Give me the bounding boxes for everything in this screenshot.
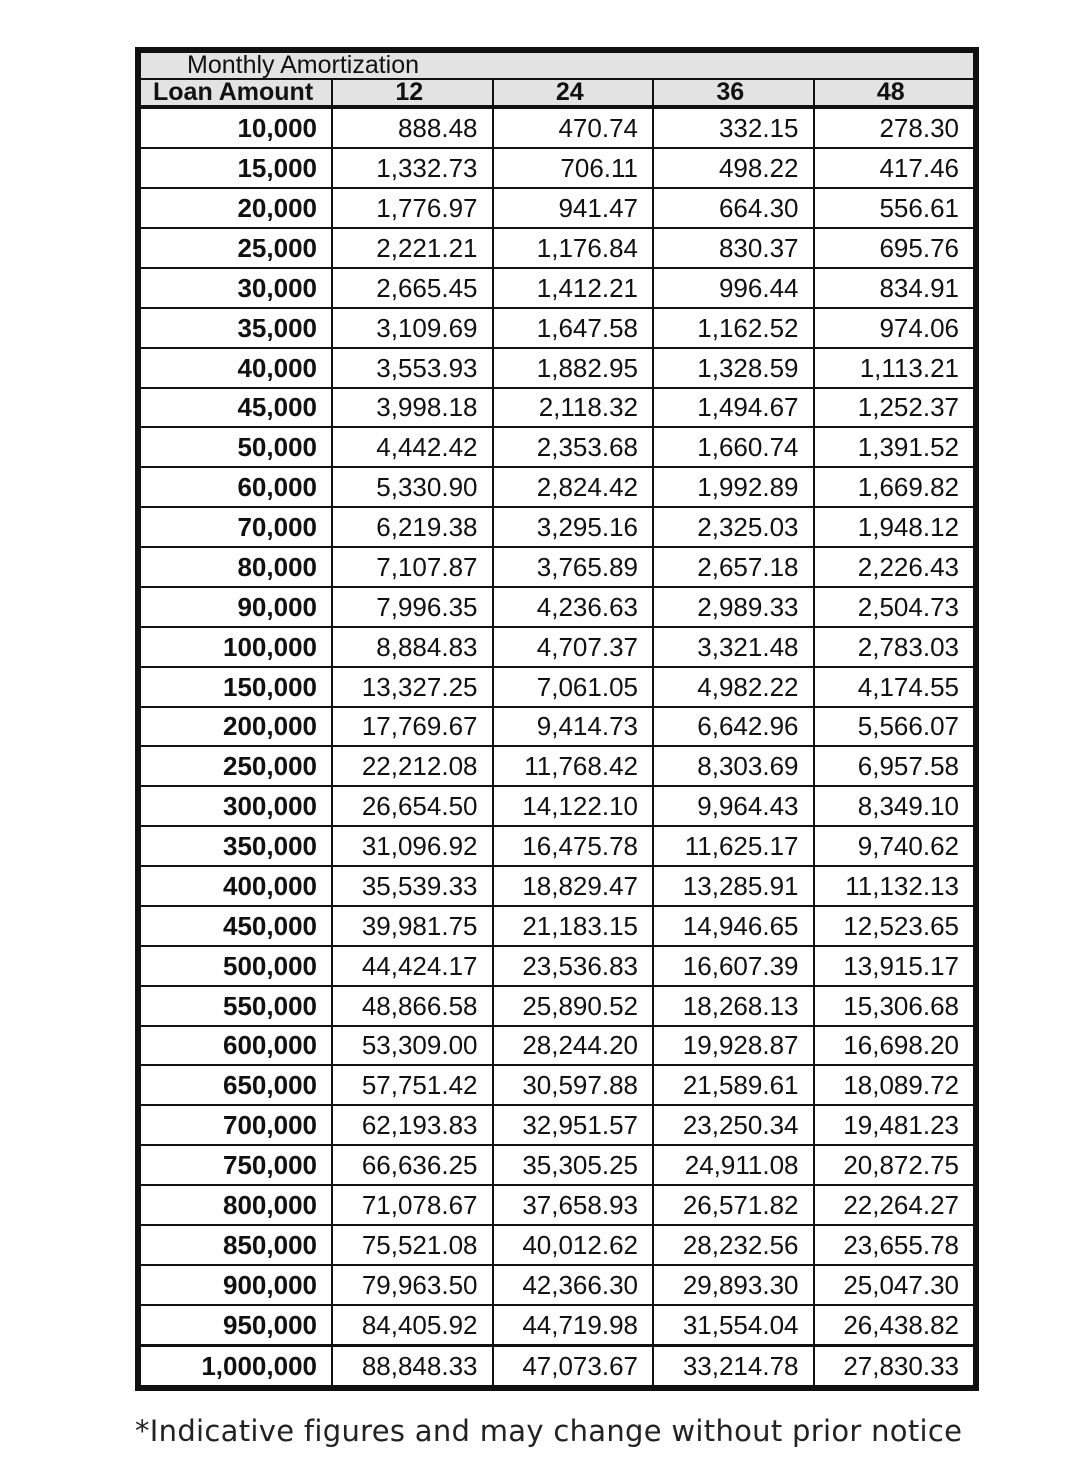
- table-row: [140, 1105, 974, 1145]
- monthly-payment-cell: 1,776.97: [332, 188, 493, 228]
- loan-amount-cell: 950,000: [140, 1305, 332, 1346]
- table-row: [140, 707, 974, 747]
- monthly-payment-cell: 42,366.30: [493, 1265, 654, 1305]
- table-title-row: [140, 52, 974, 79]
- header-loan-amount: Loan Amount: [140, 79, 332, 107]
- monthly-payment-cell: 9,414.73: [493, 707, 654, 747]
- table-row: [140, 547, 974, 587]
- loan-amount-cell: 25,000: [140, 228, 332, 268]
- monthly-payment-cell: 32,951.57: [493, 1105, 654, 1145]
- monthly-payment-cell: 4,442.42: [332, 427, 493, 467]
- monthly-payment-cell: 71,078.67: [332, 1185, 493, 1225]
- monthly-payment-cell: 2,325.03: [653, 507, 814, 547]
- monthly-payment-cell: 3,553.93: [332, 348, 493, 388]
- monthly-payment-cell: 44,719.98: [493, 1305, 654, 1346]
- monthly-payment-cell: 23,536.83: [493, 946, 654, 986]
- monthly-payment-cell: 695.76: [814, 228, 975, 268]
- monthly-payment-cell: 24,911.08: [653, 1145, 814, 1185]
- monthly-payment-cell: 16,475.78: [493, 826, 654, 866]
- monthly-payment-cell: 14,946.65: [653, 906, 814, 946]
- table-row: [140, 308, 974, 348]
- loan-amount-cell: 1,000,000: [140, 1345, 332, 1386]
- monthly-payment-cell: 30,597.88: [493, 1065, 654, 1105]
- loan-amount-cell: 30,000: [140, 268, 332, 308]
- header-term-12: 12: [332, 79, 493, 107]
- monthly-payment-cell: 62,193.83: [332, 1105, 493, 1145]
- monthly-payment-cell: 37,658.93: [493, 1185, 654, 1225]
- monthly-payment-cell: 3,765.89: [493, 547, 654, 587]
- monthly-payment-cell: 7,061.05: [493, 667, 654, 707]
- loan-amount-cell: 300,000: [140, 786, 332, 826]
- monthly-payment-cell: 20,872.75: [814, 1145, 975, 1185]
- monthly-payment-cell: 12,523.65: [814, 906, 975, 946]
- amortization-table: [139, 51, 975, 1387]
- table-row: [140, 1145, 974, 1185]
- loan-amount-cell: 800,000: [140, 1185, 332, 1225]
- monthly-payment-cell: 1,669.82: [814, 467, 975, 507]
- monthly-payment-cell: 57,751.42: [332, 1065, 493, 1105]
- loan-amount-cell: 650,000: [140, 1065, 332, 1105]
- monthly-payment-cell: 7,996.35: [332, 587, 493, 627]
- monthly-payment-cell: 9,964.43: [653, 786, 814, 826]
- table-row: [140, 786, 974, 826]
- table-row: [140, 906, 974, 946]
- monthly-payment-cell: 2,226.43: [814, 547, 975, 587]
- monthly-payment-cell: 1,882.95: [493, 348, 654, 388]
- loan-amount-cell: 20,000: [140, 188, 332, 228]
- loan-amount-cell: 700,000: [140, 1105, 332, 1145]
- monthly-payment-cell: 4,707.37: [493, 627, 654, 667]
- table-row: [140, 1305, 974, 1346]
- monthly-payment-cell: 556.61: [814, 188, 975, 228]
- table-row: [140, 348, 974, 388]
- monthly-payment-cell: 2,665.45: [332, 268, 493, 308]
- loan-amount-cell: 15,000: [140, 148, 332, 188]
- table-row: [140, 228, 974, 268]
- table-row: [140, 1345, 974, 1386]
- table-row: [140, 107, 974, 148]
- monthly-payment-cell: 75,521.08: [332, 1225, 493, 1265]
- monthly-payment-cell: 706.11: [493, 148, 654, 188]
- monthly-payment-cell: 3,998.18: [332, 388, 493, 428]
- loan-amount-cell: 90,000: [140, 587, 332, 627]
- monthly-payment-cell: 8,303.69: [653, 746, 814, 786]
- monthly-payment-cell: 53,309.00: [332, 1026, 493, 1066]
- monthly-payment-cell: 25,047.30: [814, 1265, 975, 1305]
- monthly-payment-cell: 4,982.22: [653, 667, 814, 707]
- monthly-payment-cell: 2,657.18: [653, 547, 814, 587]
- monthly-payment-cell: 941.47: [493, 188, 654, 228]
- monthly-payment-cell: 9,740.62: [814, 826, 975, 866]
- monthly-payment-cell: 40,012.62: [493, 1225, 654, 1265]
- monthly-payment-cell: 5,566.07: [814, 707, 975, 747]
- table-row: [140, 1026, 974, 1066]
- monthly-payment-cell: 26,438.82: [814, 1305, 975, 1346]
- table-row: [140, 866, 974, 906]
- loan-amount-cell: 750,000: [140, 1145, 332, 1185]
- monthly-payment-cell: 21,183.15: [493, 906, 654, 946]
- loan-amount-cell: 850,000: [140, 1225, 332, 1265]
- monthly-payment-cell: 66,636.25: [332, 1145, 493, 1185]
- monthly-payment-cell: 4,236.63: [493, 587, 654, 627]
- monthly-payment-cell: 22,212.08: [332, 746, 493, 786]
- monthly-payment-cell: 830.37: [653, 228, 814, 268]
- monthly-payment-cell: 35,305.25: [493, 1145, 654, 1185]
- monthly-payment-cell: 47,073.67: [493, 1345, 654, 1386]
- monthly-payment-cell: 332.15: [653, 107, 814, 148]
- monthly-payment-cell: 1,494.67: [653, 388, 814, 428]
- monthly-payment-cell: 27,830.33: [814, 1345, 975, 1386]
- monthly-payment-cell: 6,219.38: [332, 507, 493, 547]
- loan-amount-cell: 900,000: [140, 1265, 332, 1305]
- monthly-payment-cell: 2,353.68: [493, 427, 654, 467]
- monthly-payment-cell: 44,424.17: [332, 946, 493, 986]
- header-term-48: 48: [814, 79, 975, 107]
- table-row: [140, 667, 974, 707]
- table-row: [140, 1265, 974, 1305]
- monthly-payment-cell: 7,107.87: [332, 547, 493, 587]
- monthly-payment-cell: 21,589.61: [653, 1065, 814, 1105]
- monthly-payment-cell: 1,328.59: [653, 348, 814, 388]
- monthly-payment-cell: 26,654.50: [332, 786, 493, 826]
- table-row: [140, 507, 974, 547]
- monthly-payment-cell: 834.91: [814, 268, 975, 308]
- monthly-payment-cell: 18,829.47: [493, 866, 654, 906]
- monthly-payment-cell: 17,769.67: [332, 707, 493, 747]
- monthly-payment-cell: 19,928.87: [653, 1026, 814, 1066]
- monthly-payment-cell: 48,866.58: [332, 986, 493, 1026]
- header-term-36: 36: [653, 79, 814, 107]
- loan-amount-cell: 200,000: [140, 707, 332, 747]
- table-row: [140, 1065, 974, 1105]
- monthly-payment-cell: 2,118.32: [493, 388, 654, 428]
- monthly-payment-cell: 3,295.16: [493, 507, 654, 547]
- table-row: [140, 587, 974, 627]
- monthly-payment-cell: 39,981.75: [332, 906, 493, 946]
- monthly-payment-cell: 1,412.21: [493, 268, 654, 308]
- table-row: [140, 188, 974, 228]
- monthly-payment-cell: 417.46: [814, 148, 975, 188]
- monthly-payment-cell: 13,327.25: [332, 667, 493, 707]
- table-title: Monthly Amortization: [140, 52, 974, 79]
- monthly-payment-cell: 1,252.37: [814, 388, 975, 428]
- monthly-payment-cell: 1,660.74: [653, 427, 814, 467]
- table-row: [140, 427, 974, 467]
- loan-amount-cell: 500,000: [140, 946, 332, 986]
- loan-amount-cell: 80,000: [140, 547, 332, 587]
- loan-amount-cell: 550,000: [140, 986, 332, 1026]
- loan-amount-cell: 350,000: [140, 826, 332, 866]
- column-header-row: [140, 79, 974, 107]
- loan-amount-cell: 600,000: [140, 1026, 332, 1066]
- monthly-payment-cell: 2,989.33: [653, 587, 814, 627]
- monthly-payment-cell: 79,963.50: [332, 1265, 493, 1305]
- monthly-payment-cell: 1,176.84: [493, 228, 654, 268]
- monthly-payment-cell: 11,132.13: [814, 866, 975, 906]
- monthly-payment-cell: 22,264.27: [814, 1185, 975, 1225]
- monthly-payment-cell: 3,109.69: [332, 308, 493, 348]
- monthly-payment-cell: 29,893.30: [653, 1265, 814, 1305]
- monthly-payment-cell: 278.30: [814, 107, 975, 148]
- monthly-payment-cell: 8,884.83: [332, 627, 493, 667]
- loan-amount-cell: 10,000: [140, 107, 332, 148]
- monthly-payment-cell: 1,948.12: [814, 507, 975, 547]
- monthly-payment-cell: 33,214.78: [653, 1345, 814, 1386]
- monthly-payment-cell: 1,992.89: [653, 467, 814, 507]
- monthly-payment-cell: 1,162.52: [653, 308, 814, 348]
- monthly-payment-cell: 15,306.68: [814, 986, 975, 1026]
- monthly-payment-cell: 2,824.42: [493, 467, 654, 507]
- loan-amount-cell: 400,000: [140, 866, 332, 906]
- loan-amount-cell: 150,000: [140, 667, 332, 707]
- monthly-payment-cell: 25,890.52: [493, 986, 654, 1026]
- monthly-payment-cell: 31,096.92: [332, 826, 493, 866]
- monthly-payment-cell: 996.44: [653, 268, 814, 308]
- table-row: [140, 627, 974, 667]
- monthly-payment-cell: 974.06: [814, 308, 975, 348]
- table-row: [140, 746, 974, 786]
- monthly-payment-cell: 11,625.17: [653, 826, 814, 866]
- table-row: [140, 1225, 974, 1265]
- loan-amount-cell: 100,000: [140, 627, 332, 667]
- loan-amount-cell: 40,000: [140, 348, 332, 388]
- table-row: [140, 986, 974, 1026]
- monthly-payment-cell: 2,221.21: [332, 228, 493, 268]
- monthly-payment-cell: 5,330.90: [332, 467, 493, 507]
- monthly-payment-cell: 1,332.73: [332, 148, 493, 188]
- table-row: [140, 467, 974, 507]
- monthly-payment-cell: 498.22: [653, 148, 814, 188]
- table-row: [140, 826, 974, 866]
- monthly-payment-cell: 26,571.82: [653, 1185, 814, 1225]
- monthly-payment-cell: 88,848.33: [332, 1345, 493, 1386]
- table-row: [140, 268, 974, 308]
- loan-amount-cell: 35,000: [140, 308, 332, 348]
- monthly-payment-cell: 2,783.03: [814, 627, 975, 667]
- monthly-payment-cell: 35,539.33: [332, 866, 493, 906]
- table-row: [140, 1185, 974, 1225]
- loan-amount-cell: 50,000: [140, 427, 332, 467]
- monthly-payment-cell: 13,915.17: [814, 946, 975, 986]
- monthly-payment-cell: 84,405.92: [332, 1305, 493, 1346]
- monthly-payment-cell: 11,768.42: [493, 746, 654, 786]
- amortization-table-container: [135, 47, 979, 1391]
- monthly-payment-cell: 13,285.91: [653, 866, 814, 906]
- monthly-payment-cell: 2,504.73: [814, 587, 975, 627]
- monthly-payment-cell: 28,232.56: [653, 1225, 814, 1265]
- monthly-payment-cell: 1,647.58: [493, 308, 654, 348]
- loan-amount-cell: 70,000: [140, 507, 332, 547]
- monthly-payment-cell: 888.48: [332, 107, 493, 148]
- monthly-payment-cell: 664.30: [653, 188, 814, 228]
- loan-amount-cell: 250,000: [140, 746, 332, 786]
- monthly-payment-cell: 16,698.20: [814, 1026, 975, 1066]
- loan-amount-cell: 45,000: [140, 388, 332, 428]
- monthly-payment-cell: 14,122.10: [493, 786, 654, 826]
- monthly-payment-cell: 6,642.96: [653, 707, 814, 747]
- monthly-payment-cell: 6,957.58: [814, 746, 975, 786]
- table-row: [140, 388, 974, 428]
- loan-amount-cell: 450,000: [140, 906, 332, 946]
- monthly-payment-cell: 4,174.55: [814, 667, 975, 707]
- monthly-payment-cell: 23,250.34: [653, 1105, 814, 1145]
- monthly-payment-cell: 16,607.39: [653, 946, 814, 986]
- monthly-payment-cell: 28,244.20: [493, 1026, 654, 1066]
- monthly-payment-cell: 19,481.23: [814, 1105, 975, 1145]
- monthly-payment-cell: 8,349.10: [814, 786, 975, 826]
- monthly-payment-cell: 1,391.52: [814, 427, 975, 467]
- monthly-payment-cell: 1,113.21: [814, 348, 975, 388]
- monthly-payment-cell: 3,321.48: [653, 627, 814, 667]
- monthly-payment-cell: 470.74: [493, 107, 654, 148]
- loan-amount-cell: 60,000: [140, 467, 332, 507]
- monthly-payment-cell: 18,268.13: [653, 986, 814, 1026]
- monthly-payment-cell: 31,554.04: [653, 1305, 814, 1346]
- monthly-payment-cell: 23,655.78: [814, 1225, 975, 1265]
- table-row: [140, 148, 974, 188]
- header-term-24: 24: [493, 79, 654, 107]
- disclaimer-note: *Indicative figures and may change without prior notice: [135, 1414, 963, 1448]
- table-row: [140, 946, 974, 986]
- table-body: [140, 107, 974, 1386]
- monthly-payment-cell: 18,089.72: [814, 1065, 975, 1105]
